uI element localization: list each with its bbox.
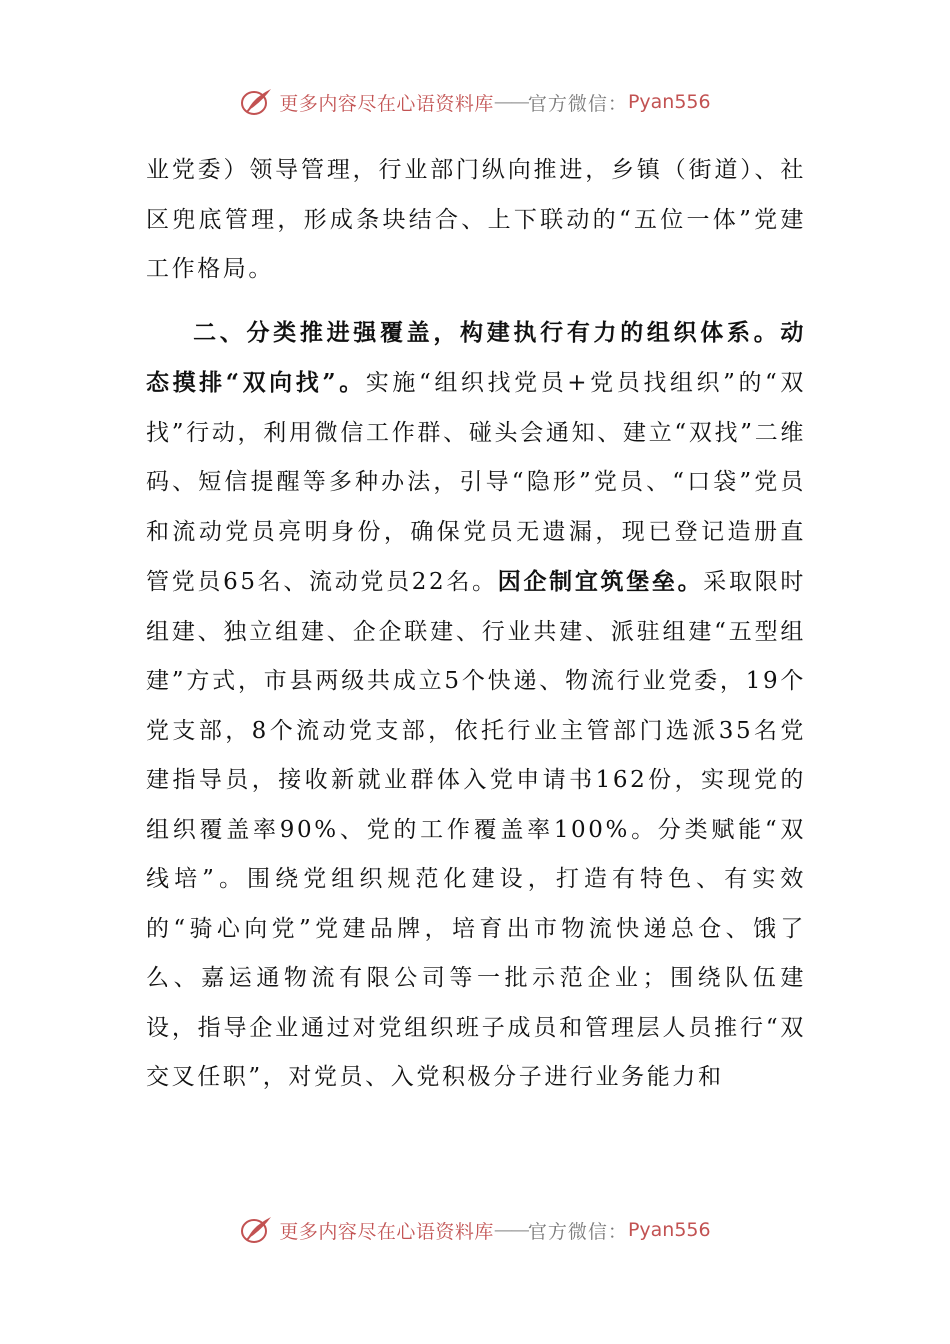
watermark-separator: —— bbox=[493, 91, 528, 113]
subsection-text-dual-training: 围绕党组织规范化建设，打造有特色、有实效的“骑心向党”党建品牌，培育出市物流快递总仓、饿了么、嘉运通物流有限公司等一批示范企业；围绕队伍建设，指导企业通过对党组织班子成员和管理层人员推行“双交叉任职”，对党员、入党积极分子进行业务能力和 bbox=[146, 866, 806, 1090]
subheading-dual-training: 分类赋能“双线培”。 bbox=[146, 816, 807, 892]
document-body bbox=[146, 146, 806, 1103]
subsection-text-fortress: 采取限时组建、独立组建、企企联建、行业共建、派驻组建“五型组建”方式，市县两级共成立5个快递、物流行业党委，19个党支部，8个流动党支部，依托行业主管部门选派35名党建指导员，接收新就业群体入党申请书162份，实现党的组织覆盖率90%、党的工作覆盖率100%。 bbox=[146, 569, 806, 843]
watermark-separator: —— bbox=[493, 1219, 528, 1241]
watermark-slogan: 更多内容尽在心语资料库 bbox=[279, 1220, 494, 1243]
quill-logo-icon bbox=[239, 1214, 275, 1246]
subsection-text-dynamic-search: 实施“组织找党员+党员找组织”的“双找”行动，利用微信工作群、碰头会通知、建立“双找”二维码、短信提醒等多种办法，引导“隐形”党员、“口袋”党员和流动党员亮明身份，确保党员无遗漏，现已登记造册直管党员65名、流动党员22名。 bbox=[146, 370, 807, 595]
watermark-banner-bottom bbox=[0, 1210, 950, 1250]
watermark-wechat-id: Pyan556 bbox=[627, 91, 711, 113]
section-heading: 二、分类推进强覆盖，构建执行有力的组织体系。 bbox=[192, 318, 781, 346]
watermark-wechat-id: Pyan556 bbox=[627, 1219, 711, 1241]
quill-logo-icon bbox=[239, 86, 275, 118]
watermark-contact-label: 官方微信： bbox=[527, 1220, 628, 1243]
watermark-banner-top bbox=[0, 82, 950, 122]
watermark-contact-label: 官方微信： bbox=[527, 92, 628, 115]
subheading-dynamic-search: 动态摸排“双向找”。 bbox=[146, 318, 806, 396]
paragraph-section-two bbox=[146, 308, 806, 1103]
watermark-slogan: 更多内容尽在心语资料库 bbox=[279, 92, 494, 115]
subheading-fortress: 因企制宜筑堡垒。 bbox=[497, 568, 704, 595]
paragraph-continuation: 业党委）领导管理，行业部门纵向推进，乡镇（街道）、社区兜底管理，形成条块结合、上下联动的“五位一体”党建工作格局。 bbox=[146, 157, 806, 282]
